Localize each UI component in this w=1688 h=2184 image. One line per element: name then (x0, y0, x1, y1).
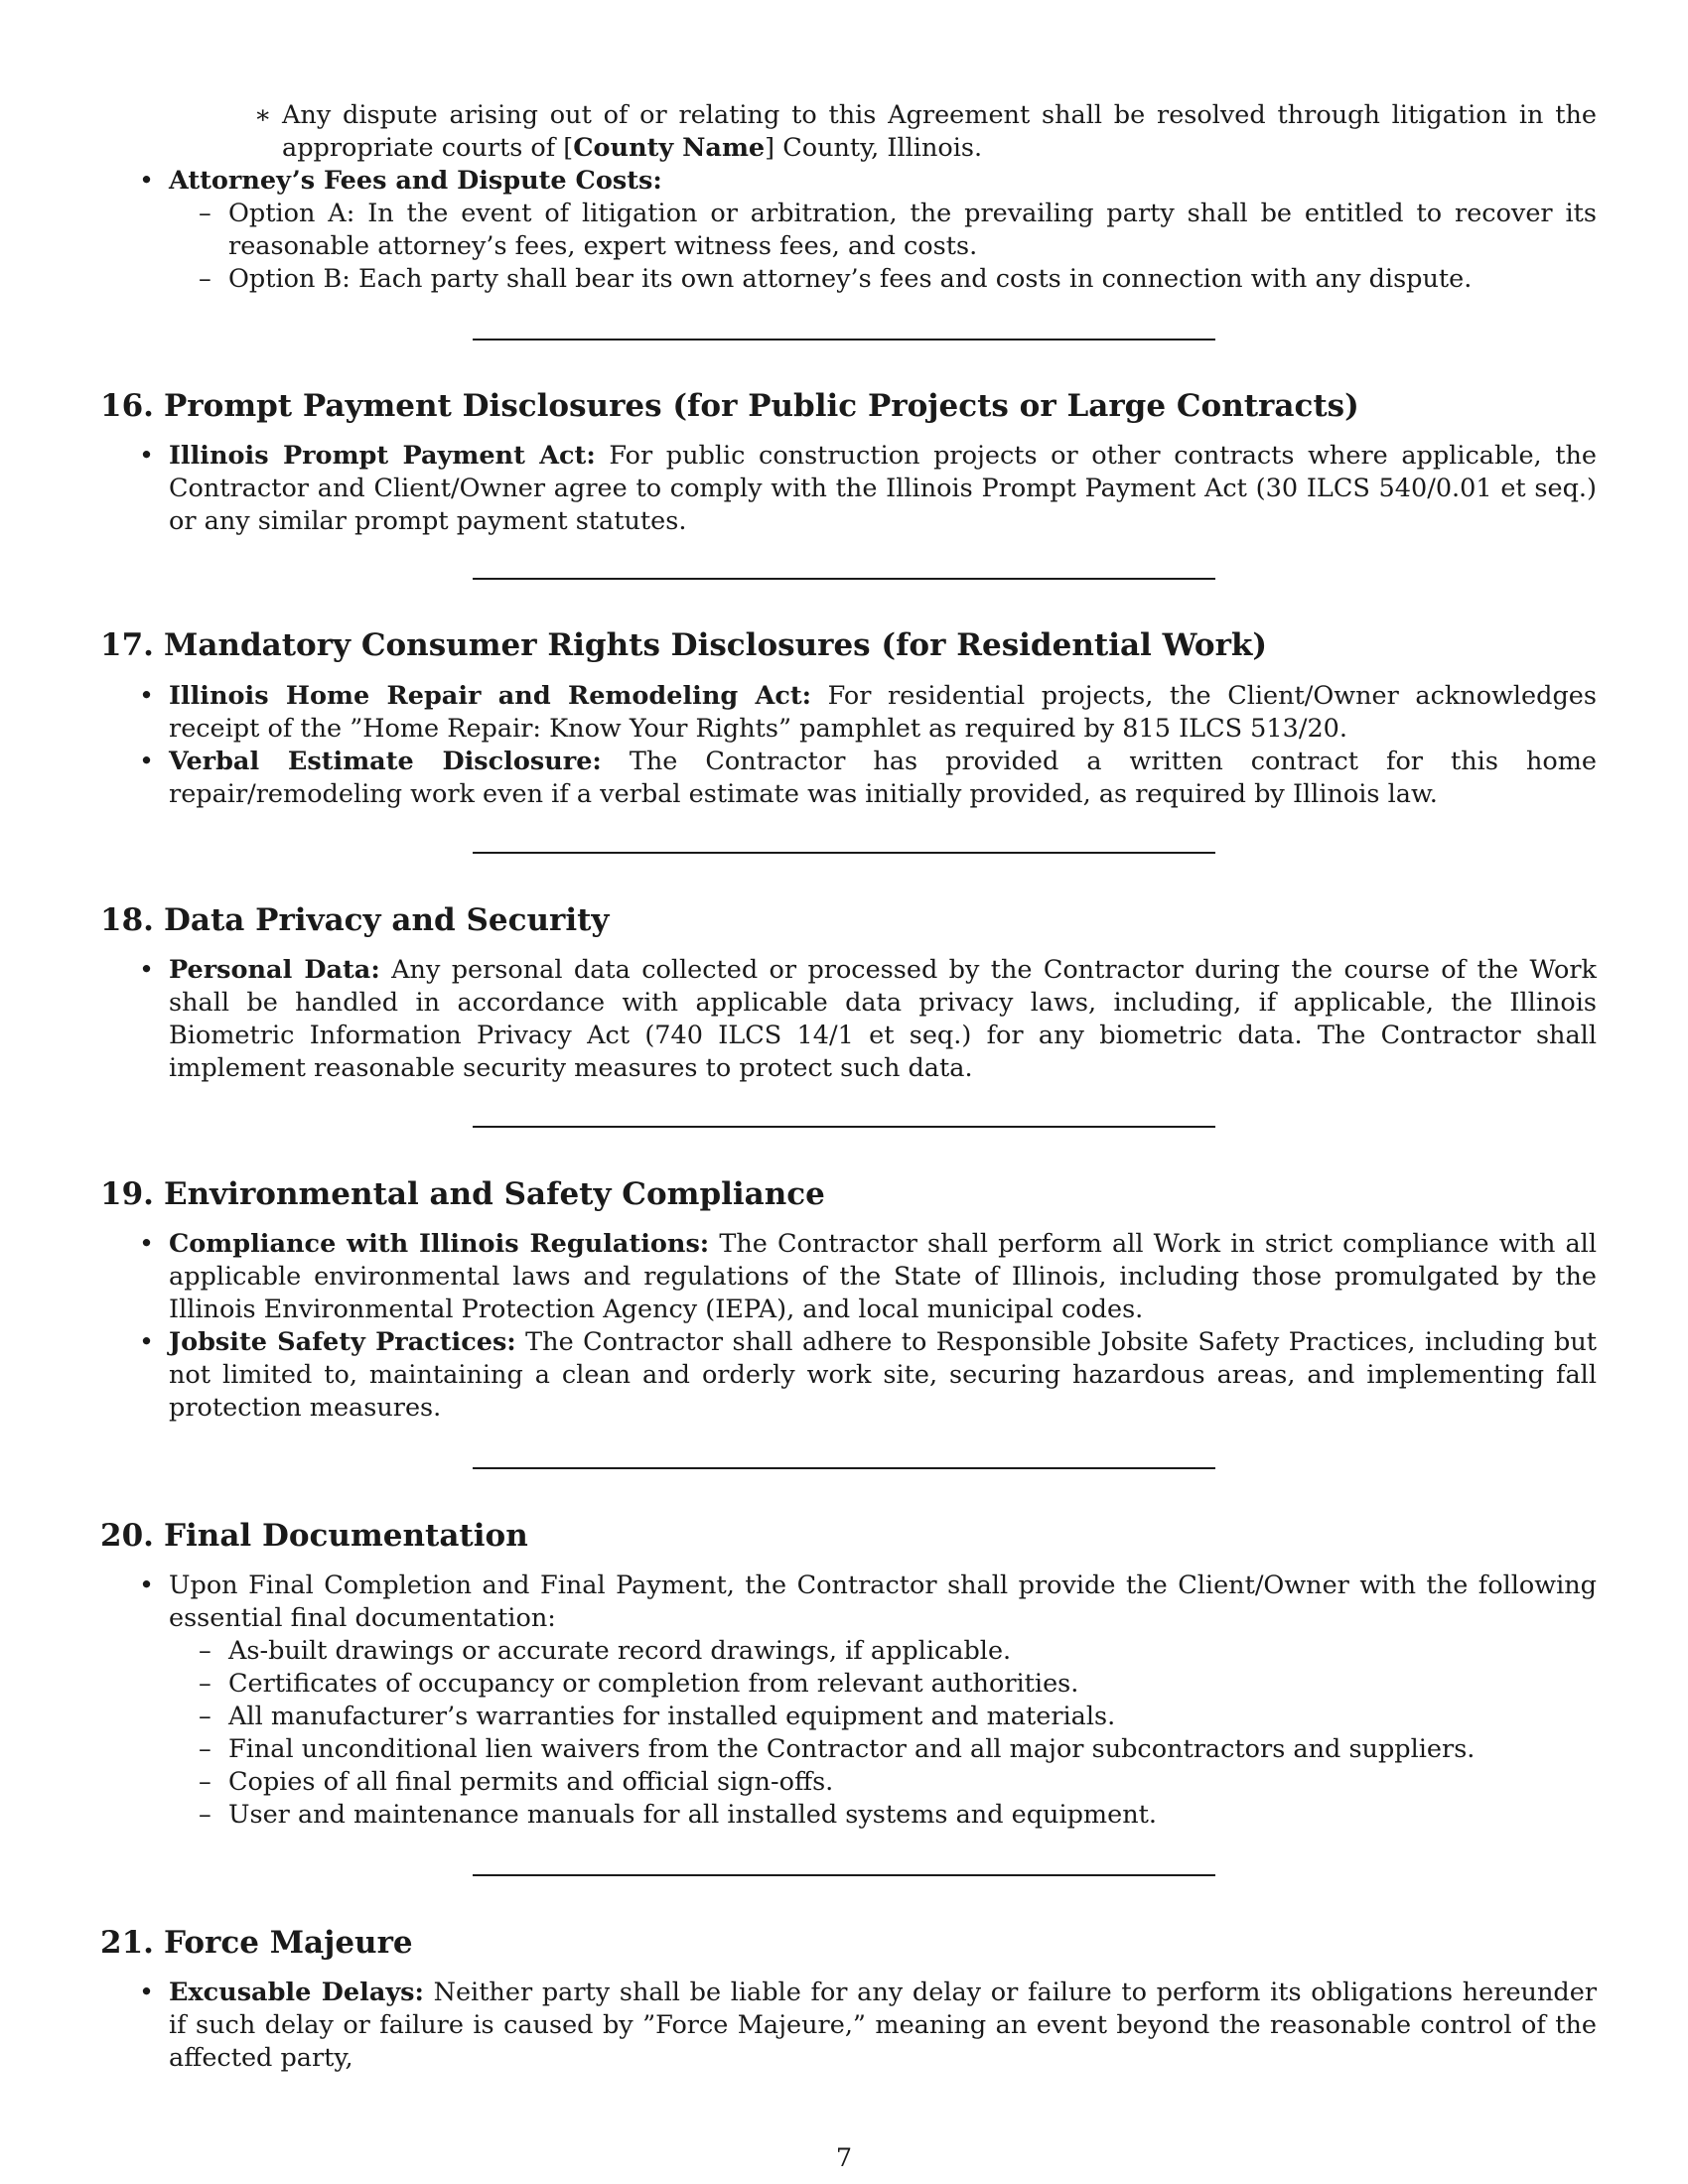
option-a-item (199, 198, 1597, 263)
section-divider (473, 578, 1215, 580)
item-text: Neither party shall be liable for any delay or failure to perform its obligations hereunder if such delay or failure is caused by ”Force Majeure,” meaning an event beyond the reasonable control of the affected party, (169, 1978, 1598, 2073)
item-text: The Contractor shall adhere to Responsible Jobsite Safety Practices, including but not limited to, maintaining a clean and orderly work site, securing hazardous areas, and implementing fall protection measures. (169, 1327, 1598, 1423)
bullet-icon: • (139, 441, 155, 471)
section-title: Final Documentation (164, 1518, 528, 1554)
list-item (139, 440, 1597, 538)
section-19-body (139, 1228, 1598, 1425)
section-heading-19 (100, 1174, 825, 1214)
list-item (139, 680, 1597, 746)
section-divider (473, 852, 1215, 854)
section-title: Prompt Payment Disclosures (for Public Projects or Large Contracts) (164, 388, 1359, 424)
option-b-text: Option B: Each party shall bear its own attorney’s fees and costs in connection with any dispute. (228, 264, 1473, 294)
section-16-body (139, 440, 1597, 538)
county-name-placeholder: County Name (573, 133, 766, 163)
item-text: The Contractor shall perform all Work in strict compliance with all applicable environmental laws and regulations of the State of Illinois, including those promulgated by the Illinois Environmental Protection Agency (IEPA), and local municipal codes. (169, 1229, 1597, 1324)
list-item (139, 165, 1597, 198)
item-text: The Contractor has provided a written contract for this home repair/remodeling work even if a verbal estimate was initially provided, as required by Illinois law. (169, 747, 1597, 809)
list-item (139, 1228, 1597, 1326)
doc-list-text: Certificates of occupancy or completion from relevant authorities. (228, 1669, 1079, 1699)
doc-list-item (199, 1766, 1597, 1799)
option-b-item (199, 263, 1597, 296)
dispute-venue-subitem (254, 99, 1597, 165)
item-label: Illinois Home Repair and Remodeling Act: (169, 681, 812, 711)
section-heading-18 (100, 900, 609, 940)
section-divider (473, 339, 1215, 341)
item-label: Personal Data: (169, 955, 380, 985)
list-item (139, 954, 1597, 1085)
doc-list-text: Final unconditional lien waivers from the Contractor and all major subcontractors and suppliers. (228, 1734, 1476, 1764)
bullet-icon: • (139, 1978, 155, 2007)
bullet-icon: • (139, 1327, 155, 1357)
dash-bullet-icon: – (199, 264, 211, 294)
section-number: 21. (100, 1925, 154, 1961)
list-item (139, 746, 1597, 811)
doc-list-text: All manufacturer’s warranties for installed equipment and materials. (228, 1702, 1116, 1731)
item-text: Upon Final Completion and Final Payment, the Contractor shall provide the Client/Owner with the following essential final documentation: (169, 1570, 1597, 1633)
section-18-body (139, 954, 1597, 1085)
item-label: Illinois Prompt Payment Act: (169, 441, 596, 471)
doc-list-item (199, 1701, 1597, 1733)
section-title: Data Privacy and Security (164, 902, 610, 938)
bullet-icon: • (139, 1229, 155, 1259)
section-heading-21 (100, 1923, 413, 1963)
section-20-body (139, 1570, 1597, 1832)
attorney-fees-title: Attorney’s Fees and Dispute Costs: (169, 166, 662, 196)
doc-list-text: As-built drawings or accurate record drawings, if applicable. (228, 1636, 1012, 1666)
section-number: 19. (100, 1176, 154, 1212)
section-divider (473, 1874, 1215, 1876)
page-number: 7 (835, 2143, 853, 2173)
doc-list-item (199, 1668, 1597, 1701)
item-label: Jobsite Safety Practices: (169, 1327, 516, 1357)
dash-bullet-icon: – (199, 1669, 211, 1699)
section-divider (473, 1467, 1215, 1469)
dash-bullet-icon: – (199, 1767, 211, 1797)
dash-bullet-icon: – (199, 1636, 211, 1666)
item-text: For residential projects, the Client/Owner acknowledges receipt of the ”Home Repair: Know Your Rights” pamphlet as required by 815 ILCS 513/20. (169, 681, 1597, 744)
section-divider (473, 1126, 1215, 1128)
bullet-icon: • (139, 955, 155, 985)
list-item (139, 1977, 1598, 2075)
attorney-fees-block (139, 165, 1597, 296)
list-item (139, 1570, 1597, 1635)
section-title: Force Majeure (164, 1925, 413, 1961)
dash-bullet-icon: – (199, 1734, 211, 1764)
doc-list-item (199, 1733, 1597, 1766)
dash-bullet-icon: – (199, 199, 211, 228)
venue-text-prefix: Any dispute arising out of or relating to this Agreement shall be resolved through litigation in the appropriate courts of [ (282, 100, 1597, 163)
doc-list-item (199, 1635, 1597, 1668)
list-item (139, 1326, 1598, 1425)
item-label: Verbal Estimate Disclosure: (169, 747, 602, 776)
section-heading-17 (100, 625, 1267, 665)
venue-text-suffix: ] County, Illinois. (765, 133, 983, 163)
section-17-body (139, 680, 1597, 811)
dash-bullet-icon: – (199, 1702, 211, 1731)
section-number: 18. (100, 902, 154, 938)
section-number: 17. (100, 627, 154, 663)
bullet-icon: • (139, 1570, 155, 1600)
section-heading-16 (100, 386, 1359, 426)
bullet-icon: • (139, 681, 155, 711)
section-heading-20 (100, 1516, 528, 1556)
section-number: 16. (100, 388, 154, 424)
item-text: Any personal data collected or processed by the Contractor during the course of the Work shall be handled in accordance with applicable data privacy laws, including, if applicable, the Illinois Biometric Information Privacy Act (740 ILCS 14/1 et seq.) for any biometric data. The Contractor shall implement reasonable security measures to protect such data. (169, 955, 1597, 1083)
asterisk-bullet-icon: ∗ (254, 100, 272, 130)
bullet-icon: • (139, 166, 155, 196)
item-text: For public construction projects or other contracts where applicable, the Contractor and Client/Owner agree to comply with the Illinois Prompt Payment Act (30 ILCS 540/0.01 et seq.) or any similar prompt payment statutes. (169, 441, 1597, 536)
item-label: Compliance with Illinois Regulations: (169, 1229, 710, 1259)
doc-list-text: User and maintenance manuals for all installed systems and equipment. (228, 1800, 1157, 1830)
section-21-body (139, 1977, 1598, 2075)
section-number: 20. (100, 1518, 154, 1554)
doc-list-text: Copies of all final permits and official sign-offs. (228, 1767, 834, 1797)
doc-list-item (199, 1799, 1597, 1832)
section-title: Mandatory Consumer Rights Disclosures (for Residential Work) (164, 627, 1268, 663)
option-a-text: Option A: In the event of litigation or arbitration, the prevailing party shall be entitled to recover its reasonable attorney’s fees, expert witness fees, and costs. (228, 199, 1597, 261)
bullet-icon: • (139, 747, 155, 776)
item-label: Excusable Delays: (169, 1978, 424, 2007)
section-title: Environmental and Safety Compliance (164, 1176, 825, 1212)
dash-bullet-icon: – (199, 1800, 211, 1830)
